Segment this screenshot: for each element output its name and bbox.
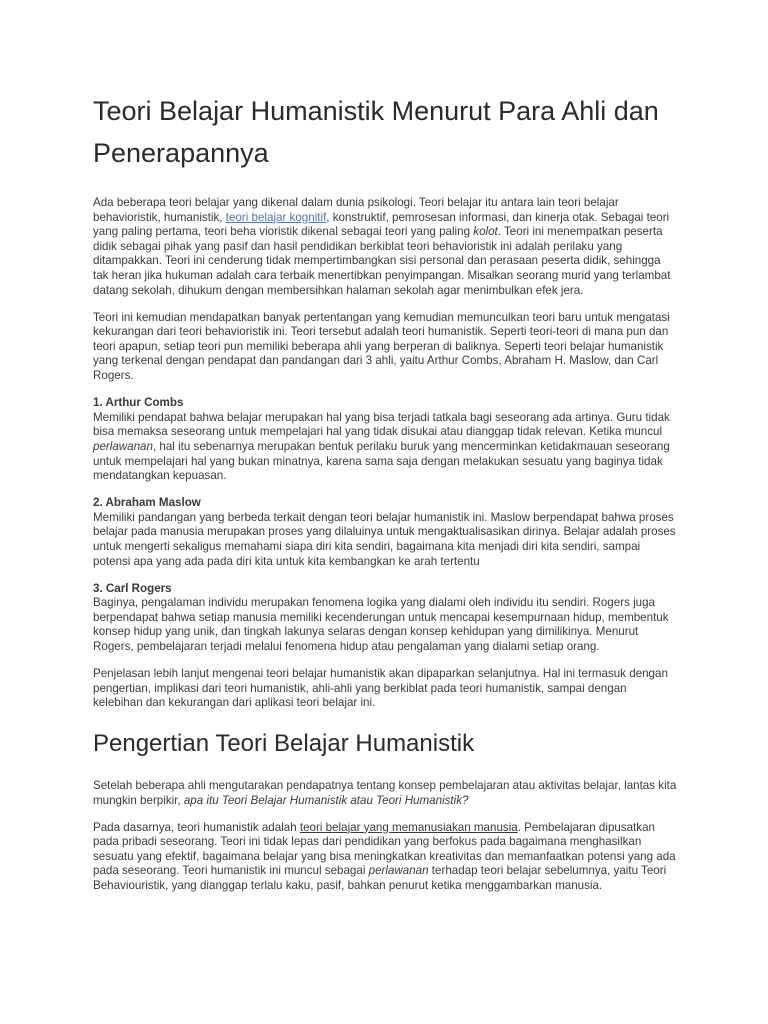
paragraph-2: Teori ini kemudian mendapatkan banyak pertentangan yang kemudian memunculkan teori baru untuk mengatasi kekurangan dari teori behavioristik ini. Teori tersebut adalah teori humanistik. Seperti teori-teori di mana pun dan teori apapun, setiap teori pun memiliki beberapa ahli yang berperan di baliknya. Seperti teori belajar humanistik yang terkenal dengan pendapat dan pandangan dari 3 ahli, yaitu Arthur Combs, Abraham H. Maslow, dan Carl Rogers. bbox=[93, 310, 670, 383]
cognitive-theory-link[interactable]: teori belajar kognitif bbox=[225, 210, 327, 224]
rogers-text: Baginya, pengalaman individu merupakan fenomena logika yang dialami oleh individu itu sendiri. Rogers juga berpendapat bahwa setiap manusia memiliki kecenderungan untuk mencapai kesempurnaan hidup, membentuk konsep hidup yang unik, dan tingkah lakunya selaras dengan konsep kehidupan yang dimilikinya. Menurut Rogers, pembelajaran terjadi melalui fenomena hidup atau pengalaman yang dialami setiap orang. bbox=[93, 596, 669, 654]
document-title: Teori Belajar Humanistik Menurut Para Ahli dan Penerapannya bbox=[93, 96, 659, 168]
intro-emphasis: kolot bbox=[473, 225, 498, 239]
intro-text-1: Ada beberapa teori belajar yang dikenal dalam dunia psikologi. Teori belajar itu antara lain teori belajar behavioristik, humanistik, bbox=[93, 196, 619, 224]
section-abraham-maslow bbox=[93, 496, 678, 569]
maslow-text: Memiliki pandangan yang berbeda terkait dengan teori belajar humanistik ini. Maslow berpendapat bahwa proses belajar pada manusia merupakan proses yang dilaluinya untuk mengaktualisasikan dirinya. Belajar adalah proses untuk mengerti sekaligus memahami siapa diri kita sendiri, bagaimana kita menjadi diri kita sendiri, sampai potensi apa yang ada pada diri kita untuk kita kembangkan ke arah tertentu bbox=[93, 510, 676, 568]
final-emphasis: perlawanan bbox=[368, 864, 429, 878]
combs-emphasis: perlawanan bbox=[93, 439, 153, 453]
final-text-3: terhadap teori belajar sebelumnya, yaitu Teori Behaviouristik, yang dianggap terlalu kaku, pasif, bahkan penurut ketika menggambarkan manusia. bbox=[93, 864, 667, 892]
def-question: apa itu Teori Belajar Humanistik atau Teori Humanistik? bbox=[183, 793, 469, 807]
document-page bbox=[93, 90, 678, 906]
intro-text-2: , konstruktif, pemrosesan informasi, dan kinerja otak. Sebagai teori yang paling pertama, teori beha vioristik dikenal sebagai teori yang paling bbox=[93, 210, 670, 239]
intro-text-3: . Teori ini menempatkan peserta didik sebagai pihak yang pasif dan hasil pendidikan berkiblat teori behavioristik ini adalah perilaku yang ditampakkan. Teori ini cenderung tidak mempertimbangkan sisi personal dan perasaan peserta didik, sehingga tak heran jika hukuman adalah cara terbaik menertibkan penyimpangan. Misalkan seorang murid yang terlambat datang sekolah, dihukum dengan membersihkan halaman sekolah agar menimbulkan efek jera. bbox=[93, 225, 671, 297]
definition-intro-paragraph bbox=[93, 779, 678, 808]
combs-text-2: , hal itu sebenarnya merupakan bentuk perilaku buruk yang mencerminkan ketidakmauan seseorang untuk mempelajari hal yang bukan minatnya, karena sama saja dengan melakukan sesuatu yang baginya tidak mendatangkan kepuasan. bbox=[93, 439, 670, 483]
combs-text-1: Memiliki pendapat bahwa belajar merupakan hal yang bisa terjadi tatkala bagi seseorang ada artinya. Guru tidak bisa memaksa seseorang untuk mempelajari hal yang tidak disukai atau dianggap tidak relevan. Ketika muncul bbox=[93, 410, 670, 439]
section-arthur-combs bbox=[93, 396, 678, 484]
final-text-2: . Pembelajaran dipusatkan pada pribadi seseorang. Teori ini tidak lepas dari pendidikan yang berfokus pada bagaimana menghasilkan sesuatu yang efektif, bagaimana belajar yang bisa meningkatkan kreativitas dan memanfaatkan potensi yang ada pada seseorang. Teori humanistik ini muncul sebagai bbox=[93, 820, 676, 878]
section-heading-pengertian: Pengertian Teori Belajar Humanistik bbox=[93, 729, 475, 757]
underlined-definition: teori belajar yang memanusiakan manusia bbox=[299, 820, 518, 834]
definition-paragraph bbox=[93, 821, 678, 894]
intro-paragraph bbox=[93, 196, 678, 298]
def-text: Setelah beberapa ahli mengutarakan pendapatnya tentang konsep pembelajaran atau aktivitas belajar, lantas kita mungkin berpikir, bbox=[93, 778, 677, 807]
section-title-combs: 1. Arthur Combs bbox=[93, 396, 184, 410]
section-title-rogers: 3. Carl Rogers bbox=[93, 581, 172, 595]
paragraph-after-sections: Penjelasan lebih lanjut mengenai teori belajar humanistik akan dipaparkan selanjutnya. Hal ini termasuk dengan pengertian, implikasi dari teori humanistik, ahli-ahli yang berkiblat pada teori humanistik, sampai dengan kelebihan dan kekurangan dari aplikasi teori belajar ini. bbox=[93, 667, 668, 710]
final-text-1: Pada dasarnya, teori humanistik adalah bbox=[93, 820, 300, 834]
section-title-maslow: 2. Abraham Maslow bbox=[93, 496, 201, 510]
section-carl-rogers bbox=[93, 582, 678, 655]
